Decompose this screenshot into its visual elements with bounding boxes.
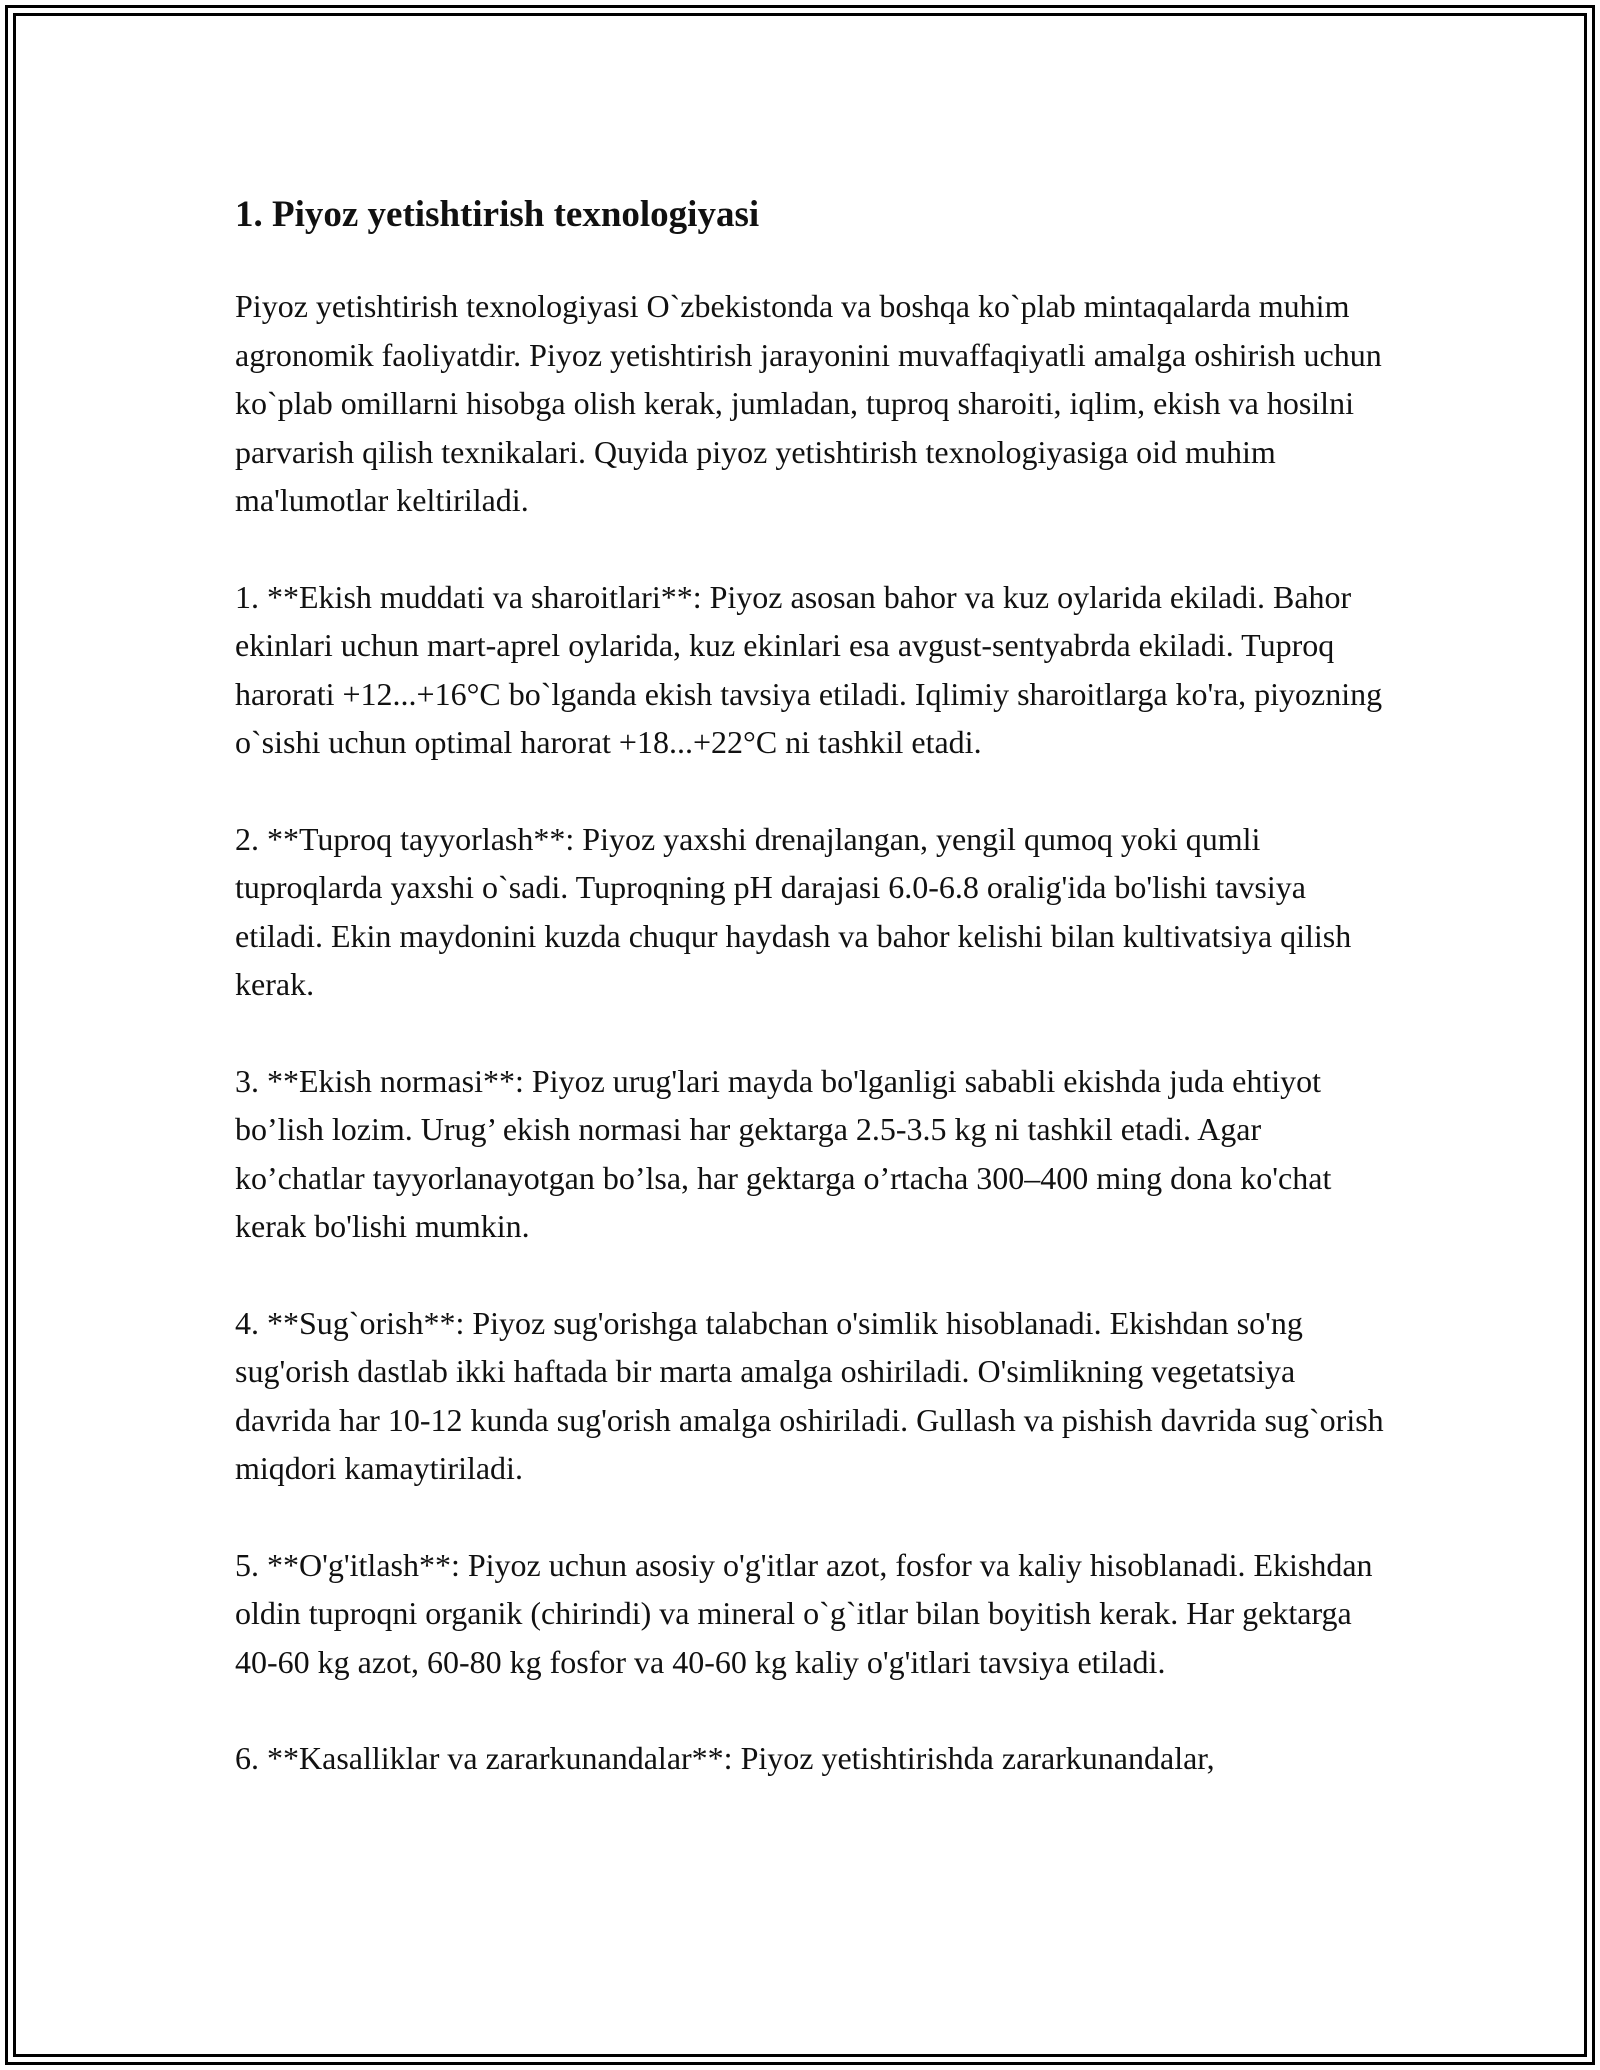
section-planting-time: 1. **Ekish muddati va sharoitlari**: Piyoz asosan bahor va kuz oylarida ekiladi. Bahor ekinlari uchun mart-aprel oylarida, kuz ekinlari esa avgust-sentyabrda ekiladi. Tuproq harorati +12...+16°C bo`lganda ekish tavsiya etiladi. Iqlimiy sharoitlarga ko'ra, piyozning o`sishi uchun optimal harorat +18...+22°C ni tashkil etadi. bbox=[235, 578, 1383, 760]
section-irrigation: 4. **Sug`orish**: Piyoz sug'orishga talabchan o'simlik hisoblanadi. Ekishdan so'ng sug'orish dastlab ikki haftada bir marta amalga oshiriladi. O'simlikning vegetatsiya davrida har 10-12 kunda sug'orish amalga oshiriladi. Gullash va pishish davrida sug`orish miqdori kamaytiriladi. bbox=[235, 1304, 1384, 1486]
intro-paragraph: Piyoz yetishtirish texnologiyasi O`zbekistonda va boshqa ko`plab mintaqalarda muhim agronomik faoliyatdir. Piyoz yetishtirish jarayonini muvaffaqiyatli amalga oshirish uchun ko`plab omillarni hisobga olish kerak, jumladan, tuproq sharoiti, iqlim, ekish va hosilni parvarish qilish texnikalari. Quyida piyoz yetishtirish texnologiyasiga oid muhim ma'lumotlar keltiriladi. bbox=[235, 288, 1382, 518]
document-title: 1. Piyoz yetishtirish texnologiyasi bbox=[235, 194, 760, 235]
section-soil-preparation: 2. **Tuproq tayyorlash**: Piyoz yaxshi drenajlangan, yengil qumoq yoki qumli tuproqlarda yaxshi o`sadi. Tuproqning pH darajasi 6.0-6.8 oralig'ida bo'lishi tavsiya etiladi. Ekin maydonini kuzda chuqur haydash va bahor kelishi bilan kultivatsiya qilish kerak. bbox=[235, 820, 1352, 1002]
section-fertilization: 5. **O'g'itlash**: Piyoz uchun asosiy o'g'itlar azot, fosfor va kaliy hisoblanadi. Ekishdan oldin tuproqni organik (chirindi) va mineral o`g`itlar bilan boyitish kerak. Har gektarga 40-60 kg azot, 60-80 kg fosfor va 40-60 kg kaliy o'g'itlari tavsiya etiladi. bbox=[235, 1546, 1373, 1680]
section-seeding-rate: 3. **Ekish normasi**: Piyoz urug'lari mayda bo'lganligi sababli ekishda juda ehtiyot bo’lish lozim. Urug’ ekish normasi har gektarga 2.5-3.5 kg ni tashkil etadi. Agar ko’chatlar tayyorlanayotgan bo’lsa, har gektarga o’rtacha 300–400 ming dona ko'chat kerak bo'lishi mumkin. bbox=[235, 1062, 1332, 1244]
document-body bbox=[235, 180, 1385, 1831]
section-diseases-pests: 6. **Kasalliklar va zararkunandalar**: Piyoz yetishtirishda zararkunandalar, bbox=[235, 1740, 1215, 1776]
